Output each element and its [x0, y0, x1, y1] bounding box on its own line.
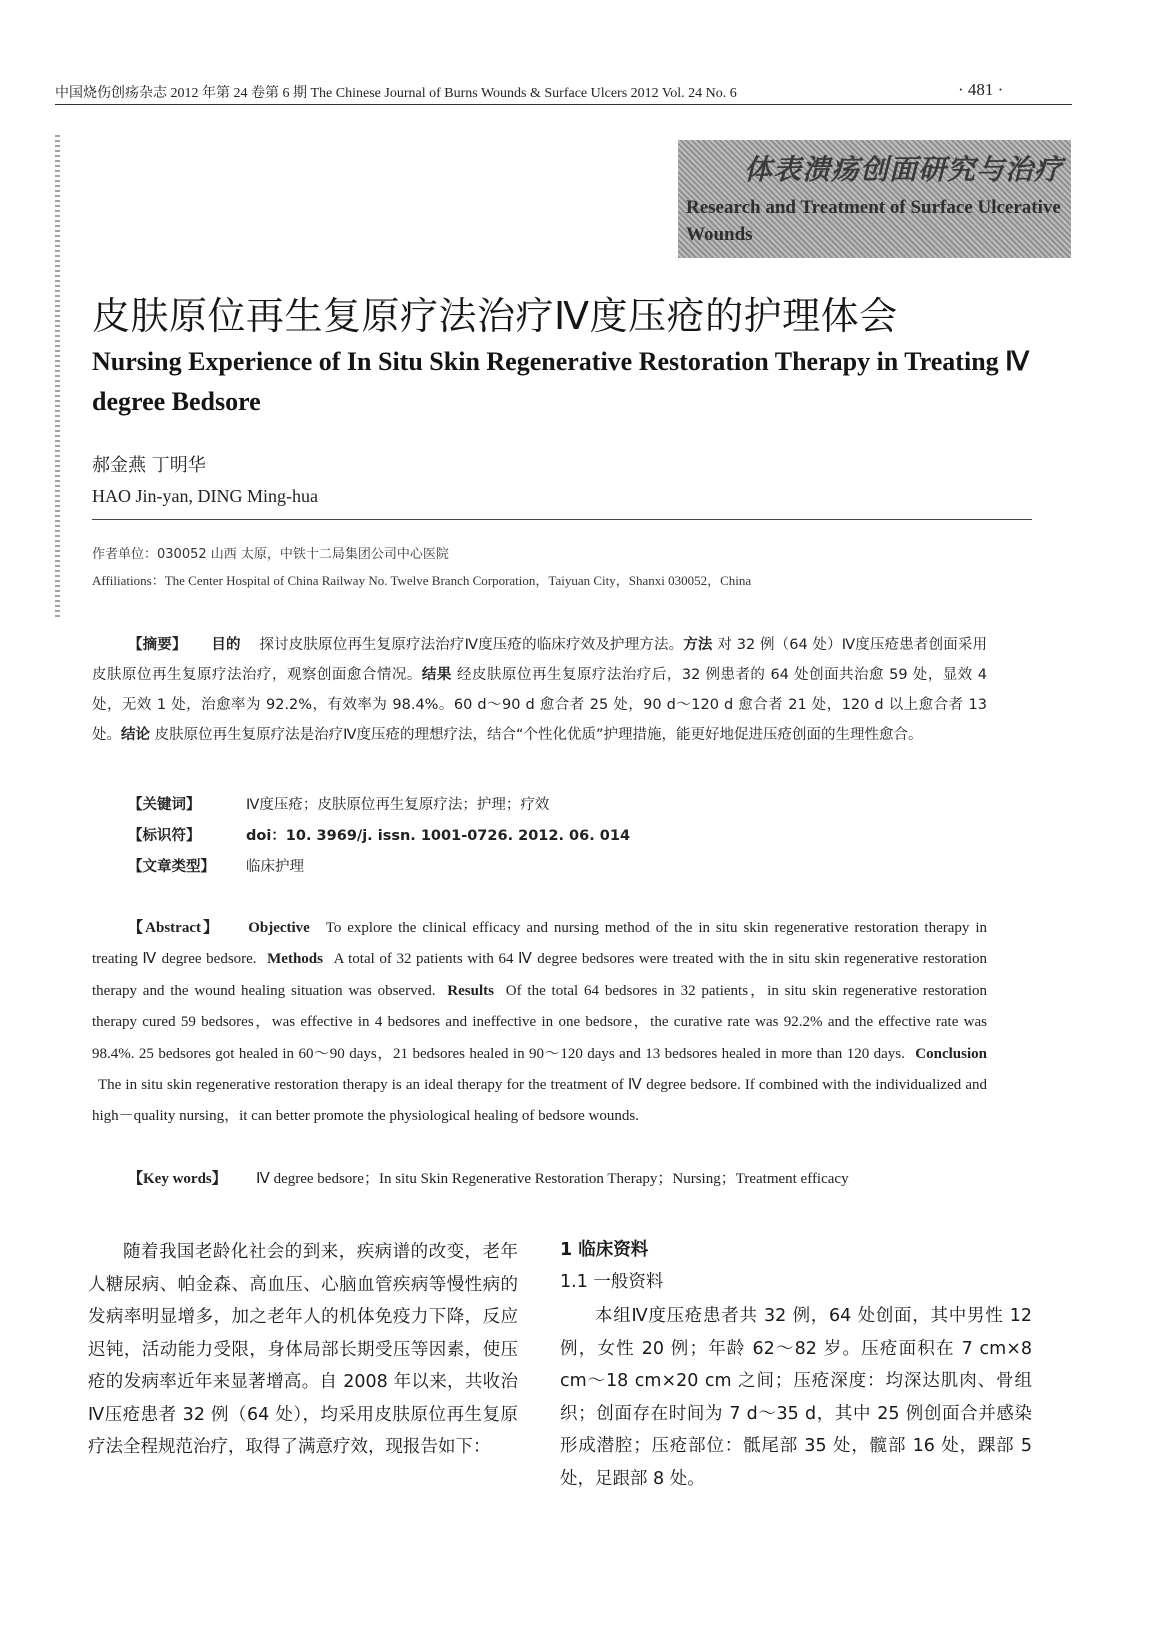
- section-heading-1: 1 临床资料: [560, 1240, 649, 1260]
- abstract-zh-label: 【摘要】: [128, 637, 187, 653]
- doi-label: 【标识符】: [128, 828, 201, 844]
- abstract-zh-objective-label: 目的: [211, 637, 241, 653]
- running-header: 中国烧伤创疡杂志 2012 年第 24 卷第 6 期 The Chinese Journal of Burns Wounds & Surface Ulcers 2012 Vol. 24 No. 6: [55, 86, 737, 101]
- column-banner-zh: 体表溃疡创面研究与治疗: [743, 153, 1063, 186]
- abstract-en-results-label: Results: [447, 982, 494, 999]
- affiliation-en: Affiliations：The Center Hospital of China Railway No. Twelve Branch Corporation，Taiyuan City，Shanxi 030052，China: [92, 573, 752, 588]
- abstract-en-conclusion: The in situ skin regenerative restoration therapy is an ideal therapy for the treatment of Ⅳ degree bedsore. If combined with the individualized and high－quality nursing，it can better promote the physiological healing of bedsore wounds.: [92, 1077, 987, 1125]
- abstract-en-label: 【Abstract】: [128, 920, 221, 936]
- abstract-en-results: Of the total 64 bedsores in 32 patients，in situ skin regenerative restoration therapy cured 59 bedsores，was effective in 4 bedsores and ineffective in one bedsore，the curative rate was 92.2% and the effective rate was 98.4%. 25 bedsores got healed in 60～90 days，21 bedsores healed in 90～120 days and 13 bedsores healed in more than 120 days.: [92, 982, 987, 1062]
- abstract-zh-methods-label: 方法: [683, 637, 713, 653]
- abstract-en-methods: A total of 32 patients with 64 Ⅳ degree bedsores were treated with the in situ skin regenerative restoration therapy and the wound healing situation was observed.: [92, 951, 988, 999]
- abstract-zh-methods: 对 32 例（64 处）Ⅳ度压疮患者创面采用皮肤原位再生复原疗法治疗，观察创面愈合情况。: [92, 637, 988, 683]
- doi-value: doi：10. 3969/j. issn. 1001-0726. 2012. 06. 014: [246, 828, 631, 844]
- article-type-row: [128, 855, 304, 876]
- abstract-en-methods-label: Methods: [267, 951, 323, 968]
- abstract-zh-results-label: 结果: [421, 667, 452, 683]
- body-section-1-1-paragraph: 本组Ⅳ度压疮患者共 32 例，64 处创面，其中男性 12 例，女性 20 例；年龄 62～82 岁。压疮面积在 7 cm×8 cm～18 cm×20 cm 之间；压疮深度：均深达肌肉、骨组织；创面存在时间为 7 d～35 d，其中 25 例创面合并感染形成潜腔；压疮部位：骶尾部 35 处，髋部 16 处，踝部 5 处，足跟部 8 处。: [560, 1306, 1032, 1489]
- column-banner-en: Research and Treatment of Surface Ulcerative Wounds: [686, 197, 1061, 245]
- abstract-zh-conclusion: 皮肤原位再生复原疗法是治疗Ⅳ度压疮的理想疗法，结合“个性化优质”护理措施，能更好地促进压疮创面的生理性愈合。: [154, 727, 923, 743]
- page-number: · 481 ·: [958, 80, 1004, 99]
- keywords-en: Ⅳ degree bedsore；In situ Skin Regenerative Restoration Therapy；Nursing；Treatment efficacy: [256, 1171, 849, 1187]
- abstract-zh-results: 经皮肤原位再生复原疗法治疗后，32 例患者的 64 处创面共治愈 59 处，显效 4 处，无效 1 处，治愈率为 92.2%，有效率为 98.4%。60 d～90 d 愈合者 25 处，90 d～120 d 愈合者 21 处，120 d 以上愈合者 13 处。: [92, 667, 988, 743]
- margin-scan-strip: [55, 135, 60, 620]
- abstract-en-objective-label: Objective: [248, 920, 310, 936]
- abstract-en-conclusion-label: Conclusion: [915, 1045, 987, 1062]
- body-intro-paragraph: 随着我国老龄化社会的到来，疾病谱的改变，老年人糖尿病、帕金森、高血压、心脑血管疾病等慢性病的发病率明显增多，加之老年人的机体免疫力下降，反应迟钝，活动能力受限，身体局部长期受压等因素，使压疮的发病率近年来显著增高。自 2008 年以来，共收治Ⅳ压疮患者 32 例（64 处），均采用皮肤原位再生复原疗法全程规范治疗，取得了满意疗效，现报告如下：: [88, 1242, 518, 1457]
- abstract-en-objective: To explore the clinical efficacy and nursing method of the in situ skin regenerative restoration therapy in treating Ⅳ degree bedsore.: [92, 920, 987, 968]
- keywords-zh-row: [128, 793, 549, 814]
- keywords-en-row: [128, 1167, 849, 1188]
- header-rule: [55, 104, 1072, 105]
- keywords-zh-label: 【关键词】: [128, 797, 201, 813]
- section-heading-1-1: 1.1 一般资料: [560, 1272, 664, 1292]
- article-type-label: 【文章类型】: [128, 859, 215, 875]
- keywords-zh: Ⅳ度压疮；皮肤原位再生复原疗法；护理；疗效: [246, 797, 550, 813]
- abstract-zh-objective: 探讨皮肤原位再生复原疗法治疗Ⅳ度压疮的临床疗效及护理方法。: [259, 637, 684, 653]
- affiliation-zh: 作者单位：030052 山西 太原，中铁十二局集团公司中心医院: [92, 547, 449, 562]
- column-banner: [678, 140, 1071, 258]
- doi-row: [128, 824, 630, 845]
- authors-en: HAO Jin-yan, DING Ming-hua: [92, 486, 318, 506]
- authors-zh: 郝金燕 丁明华: [92, 455, 206, 476]
- keywords-en-label: 【Key words】: [128, 1171, 227, 1187]
- article-title-en: Nursing Experience of In Situ Skin Regenerative Restoration Therapy in Treating Ⅳ degree Bedsore: [92, 347, 1030, 416]
- abstract-zh-conclusion-label: 结论: [121, 727, 150, 743]
- article-type: 临床护理: [246, 859, 304, 875]
- abstract-zh: [92, 630, 987, 750]
- authors-rule: [92, 519, 1032, 520]
- article-title-zh: 皮肤原位再生复原疗法治疗Ⅳ度压疮的护理体会: [92, 294, 898, 338]
- abstract-en: [92, 913, 987, 1133]
